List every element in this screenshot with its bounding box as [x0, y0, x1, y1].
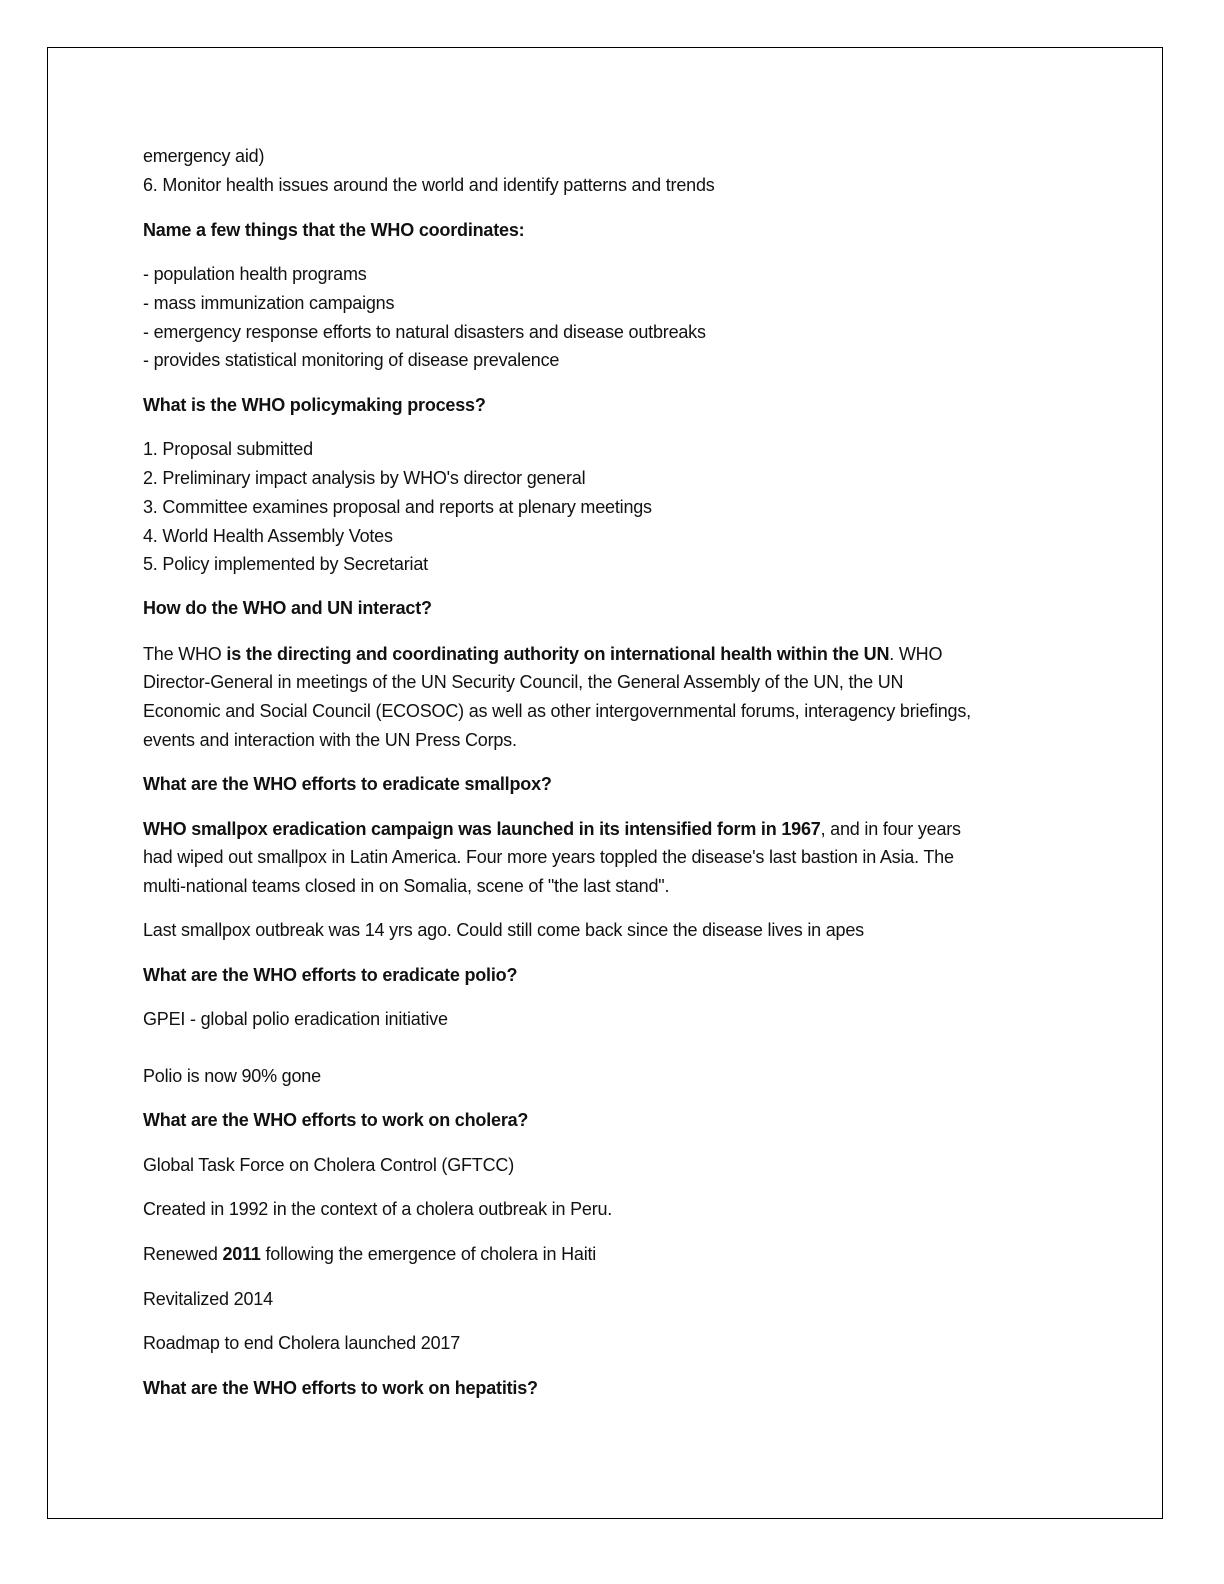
paragraph-line — [143, 643, 942, 665]
list-item: 2. Preliminary impact analysis by WHO's director general — [143, 468, 586, 488]
section-heading-polio: What are the WHO efforts to eradicate polio? — [143, 965, 518, 985]
paragraph-line: Revitalized 2014 — [143, 1289, 273, 1309]
bold-text: 2011 — [222, 1244, 261, 1264]
text-span: . WHO — [889, 644, 943, 664]
section-heading-cholera: What are the WHO efforts to work on cholera? — [143, 1110, 529, 1130]
list-item: - population health programs — [143, 264, 367, 284]
list-item: 5. Policy implemented by Secretariat — [143, 554, 428, 574]
text-span: following the emergence of cholera in Haiti — [260, 1244, 597, 1264]
list-item: - provides statistical monitoring of disease prevalence — [143, 350, 560, 370]
list-item: 1. Proposal submitted — [143, 439, 313, 459]
section-heading-smallpox: What are the WHO efforts to eradicate smallpox? — [143, 774, 552, 794]
bold-text: is the directing and coordinating authority on international health within the UN — [226, 644, 890, 664]
list-item: - emergency response efforts to natural disasters and disease outbreaks — [143, 322, 706, 342]
section-heading-hepatitis: What are the WHO efforts to work on hepatitis? — [143, 1378, 538, 1398]
list-item: 4. World Health Assembly Votes — [143, 526, 393, 546]
paragraph-line — [143, 818, 961, 840]
paragraph-line: events and interaction with the UN Press Corps. — [143, 730, 517, 750]
text-span: Renewed — [143, 1244, 223, 1264]
text-line: 6. Monitor health issues around the world and identify patterns and trends — [143, 175, 715, 195]
paragraph-line: had wiped out smallpox in Latin America. Four more years toppled the disease's last bastion in Asia. The — [143, 847, 954, 867]
section-heading-policy: What is the WHO policymaking process? — [143, 395, 486, 415]
paragraph-line: Created in 1992 in the context of a cholera outbreak in Peru. — [143, 1199, 613, 1219]
text-span: The WHO — [143, 644, 227, 664]
paragraph-line: Economic and Social Council (ECOSOC) as well as other intergovernmental forums, interagency briefings, — [143, 701, 971, 721]
section-heading-un: How do the WHO and UN interact? — [143, 598, 432, 618]
paragraph-line: GPEI - global polio eradication initiative — [143, 1009, 448, 1029]
paragraph-line: Roadmap to end Cholera launched 2017 — [143, 1333, 461, 1353]
paragraph-line: Last smallpox outbreak was 14 yrs ago. Could still come back since the disease lives in apes — [143, 920, 864, 940]
paragraph-line — [143, 1243, 596, 1265]
text-line: emergency aid) — [143, 146, 265, 166]
paragraph-line: Polio is now 90% gone — [143, 1066, 321, 1086]
paragraph-line: multi-national teams closed in on Somalia, scene of "the last stand". — [143, 876, 670, 896]
paragraph-line: Global Task Force on Cholera Control (GFTCC) — [143, 1155, 514, 1175]
text-span: , and in four years — [820, 819, 961, 839]
paragraph-line: Director-General in meetings of the UN Security Council, the General Assembly of the UN, the UN — [143, 672, 904, 692]
list-item: - mass immunization campaigns — [143, 293, 395, 313]
list-item: 3. Committee examines proposal and reports at plenary meetings — [143, 497, 652, 517]
bold-text: WHO smallpox eradication campaign was launched in its intensified form in 1967 — [143, 819, 821, 839]
section-heading-coordinates: Name a few things that the WHO coordinates: — [143, 220, 525, 240]
